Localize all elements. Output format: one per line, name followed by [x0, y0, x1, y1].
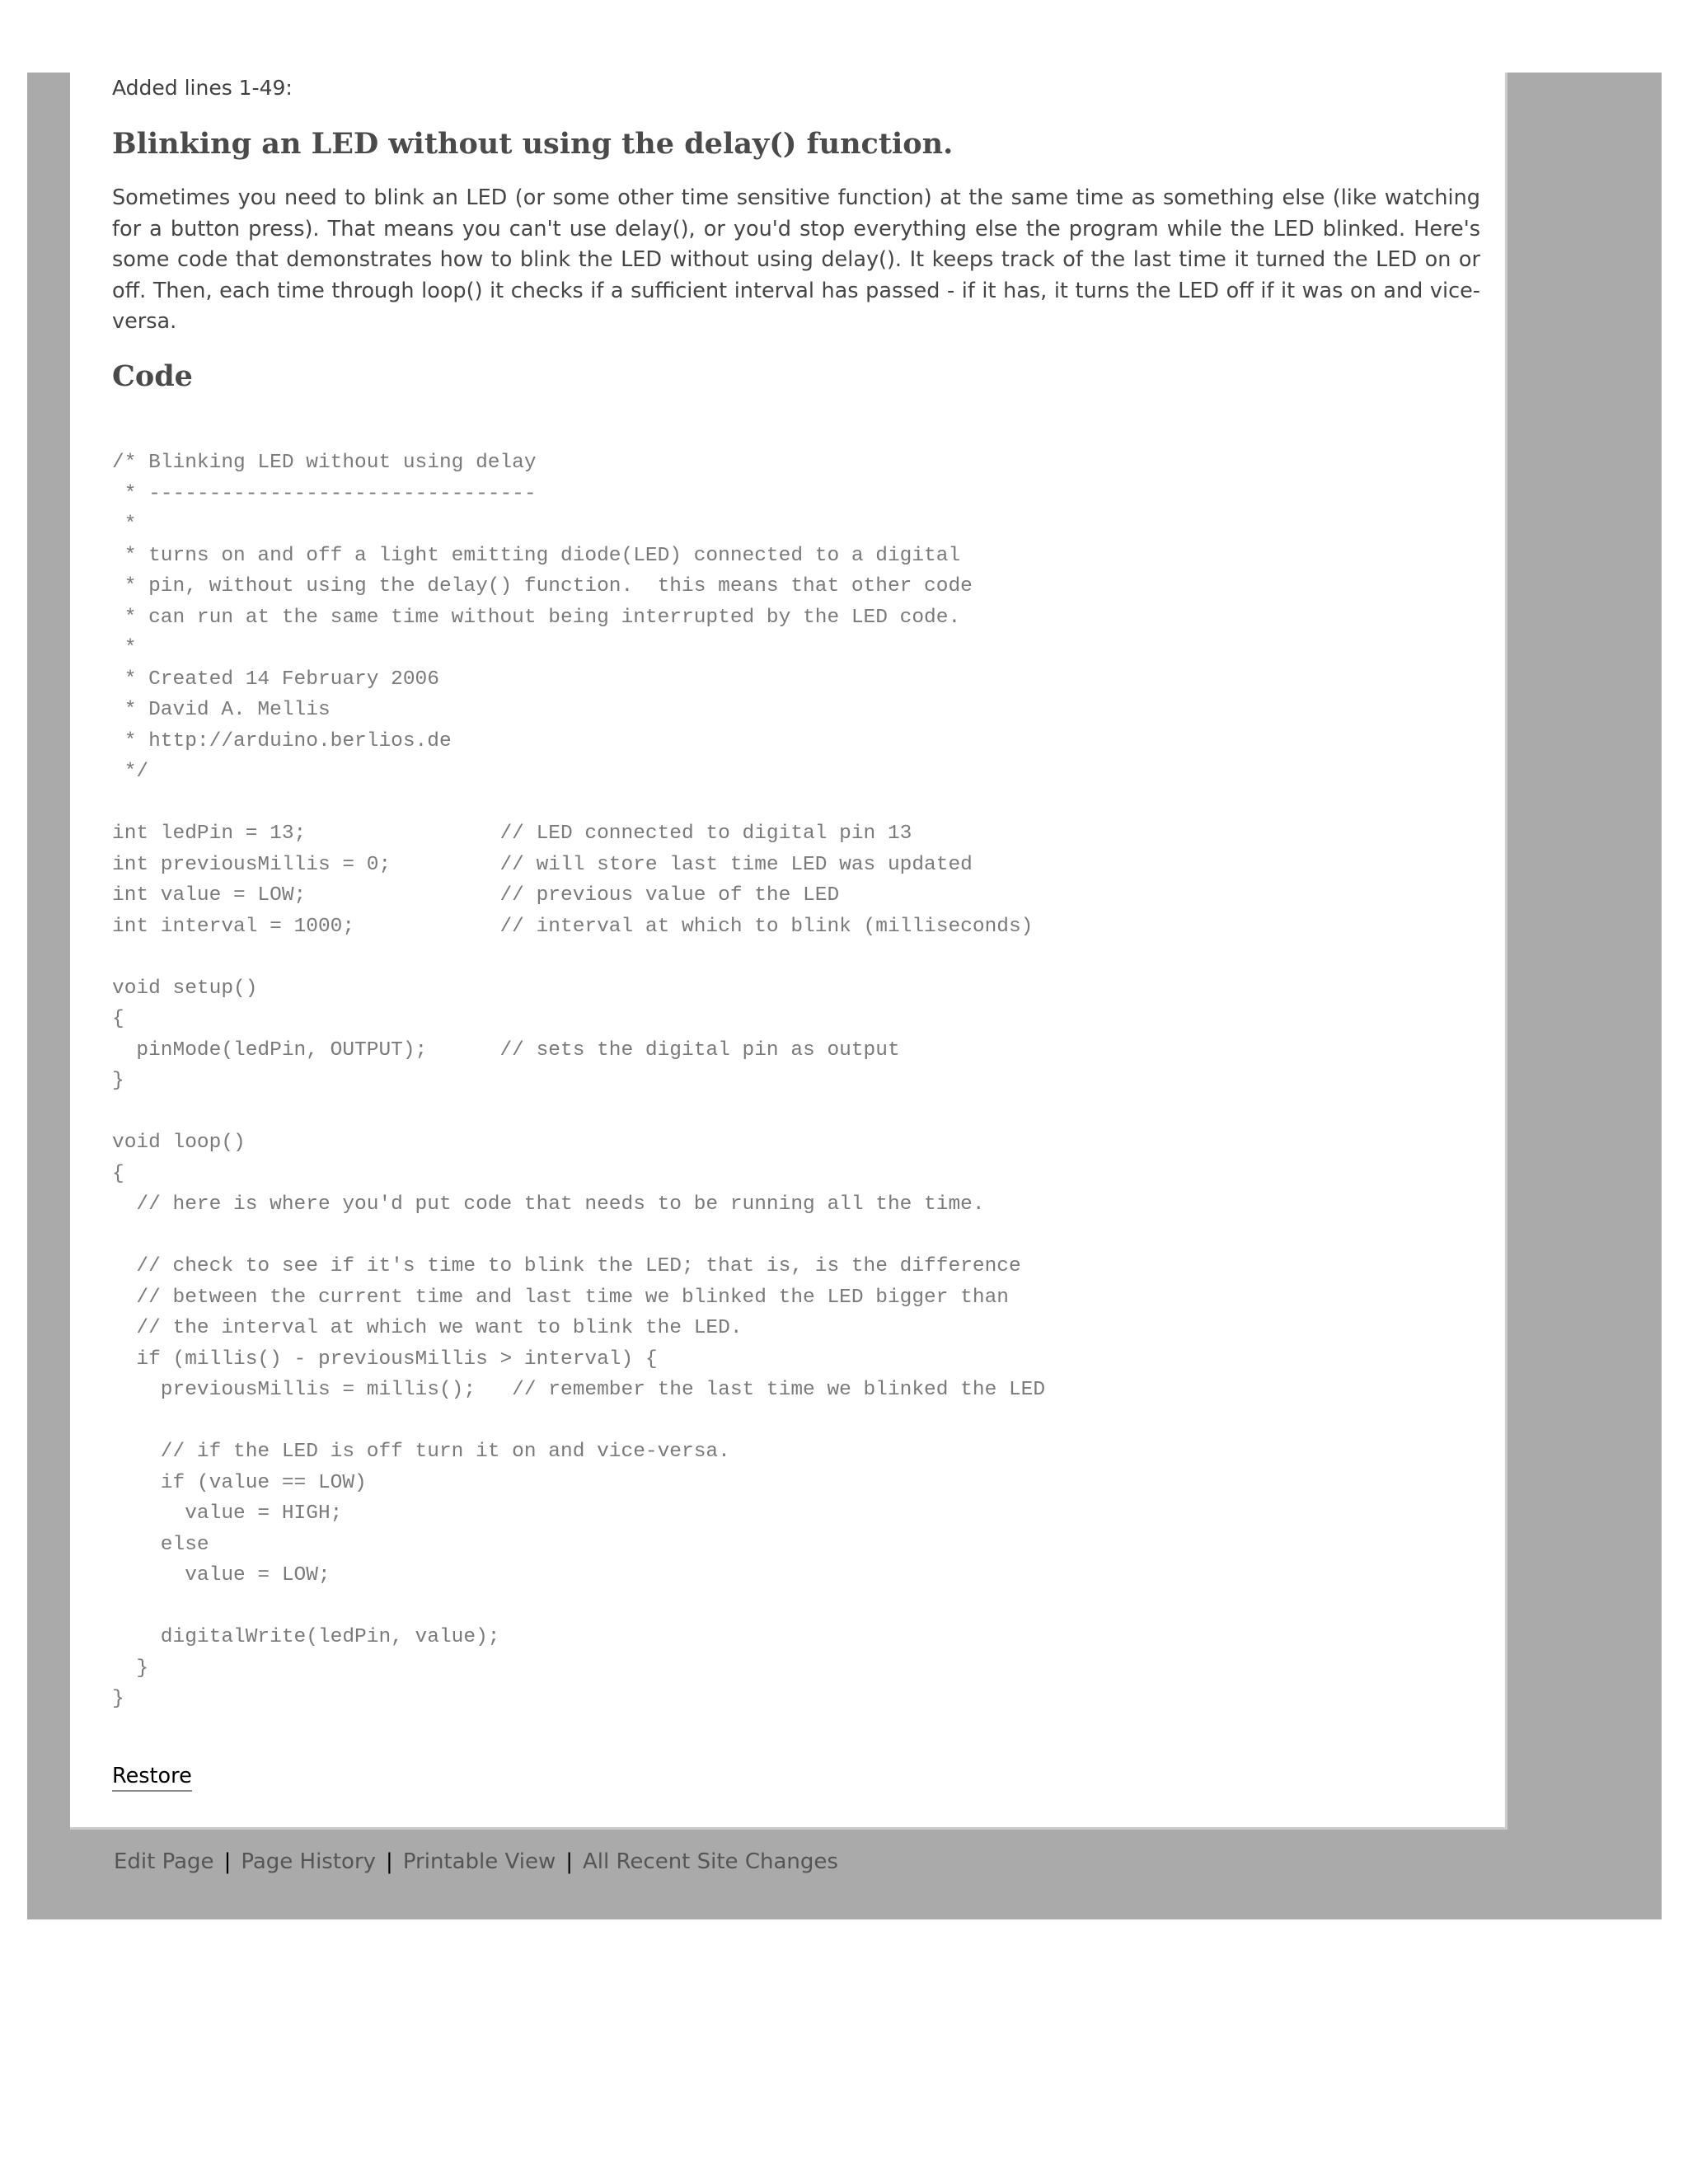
restore-link[interactable]: Restore — [112, 1762, 192, 1792]
code-block: /* Blinking LED without using delay * -------------------------------- * * turns on and off a light emitting diode(LED) connected to a digital * pin, without using the delay() function. this means that other code * can run at the same time without being interrupted by the LED code. * * Created 14 February 2006 * David A. Mellis * http://arduino.berlios.de */ int ledPin = 13; // LED connected to digital pin 13 int previousMillis = 0; // will store last time LED was updated int value = LOW; // previous value of the LED int interval = 1000; // interval at which to blink (milliseconds) void setup() { pinMode(ledPin, OUTPUT); // sets the digital pin as output } void loop() { // here is where you'd put code that needs to be running all the time. // check to see if it's time to blink the LED; that is, is the difference // between the current time and last time we blinked the LED bigger than // the interval at which we want to blink the LED. if (millis() - previousMillis > interval) { previousMillis = millis(); // remember the last time we blinked the LED // if the LED is off turn it on and vice-versa. if (value == LOW) value = HIGH; else value = LOW; digitalWrite(ledPin, value); } } — [112, 452, 1046, 1710]
printable-view-link[interactable]: Printable View — [402, 1849, 556, 1874]
footer-separator: | — [386, 1849, 393, 1874]
footer-separator: | — [223, 1849, 232, 1874]
code-heading: Code — [112, 359, 193, 393]
page-title: Blinking an LED without using the delay() function. — [112, 127, 954, 161]
footer-separator: | — [565, 1849, 574, 1874]
page-frame — [27, 73, 1662, 1919]
content-area — [70, 73, 1507, 1830]
all-recent-site-changes-link[interactable]: All Recent Site Changes — [583, 1849, 838, 1874]
intro-paragraph: Sometimes you need to blink an LED (or some other time sensitive function) at the same time as something else (like watching for a button press). That means you can't use delay(), or you'd stop everything else the program while the LED blinked. Here's some code that demonstrates how to blink the LED without using delay(). It keeps track of the last time it turned the LED on or off. Then, each time through loop() it checks if a sufficient interval has passed - if it has, it turns the LED off if it was on and vice-versa. — [112, 185, 1480, 334]
footer-actions — [114, 1845, 838, 1878]
added-lines-label: Added lines 1-49: — [112, 76, 293, 100]
page-history-link[interactable]: Page History — [241, 1849, 377, 1874]
edit-page-link[interactable]: Edit Page — [114, 1849, 214, 1874]
